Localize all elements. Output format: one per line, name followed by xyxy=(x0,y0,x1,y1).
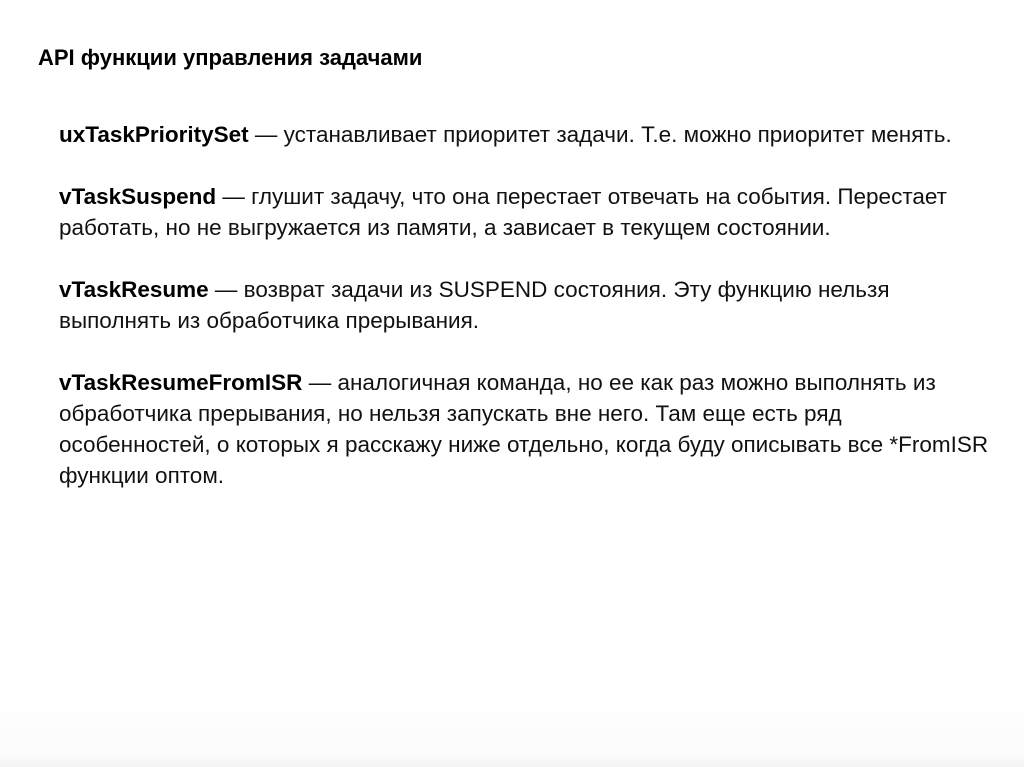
api-entry-resume xyxy=(59,274,989,336)
api-entry-suspend xyxy=(59,181,989,243)
function-description: — аналогичная команда, но ее как раз можно выполнять из обработчика прерывания, но нельзя запускать вне него. Там еще есть ряд особенностей, о которых я расскажу ниже отдельно, когда буду описывать все *FromISR функции оптом. xyxy=(59,370,989,488)
function-description: — возврат задачи из SUSPEND состояния. Эту функцию нельзя выполнять из обработчика прерывания. xyxy=(59,277,890,333)
slide-body xyxy=(59,119,989,522)
function-name: uxTaskPrioritySet xyxy=(59,122,249,147)
function-description: — устанавливает приоритет задачи. Т.е. можно приоритет менять. xyxy=(248,122,952,147)
slide-bottom-shadow xyxy=(0,753,1024,767)
function-description: — глушит задачу, что она перестает отвечать на события. Перестает работать, но не выгружается из памяти, а зависает в текущем состоянии. xyxy=(59,184,947,240)
function-name: vTaskResume xyxy=(59,277,209,302)
function-name: vTaskSuspend xyxy=(59,184,217,209)
function-name: vTaskResumeFromISR xyxy=(59,370,303,395)
api-entry-resume-from-isr xyxy=(59,367,989,491)
slide-title: API функции управления задачами xyxy=(38,45,423,70)
api-entry-priority-set xyxy=(59,119,989,150)
